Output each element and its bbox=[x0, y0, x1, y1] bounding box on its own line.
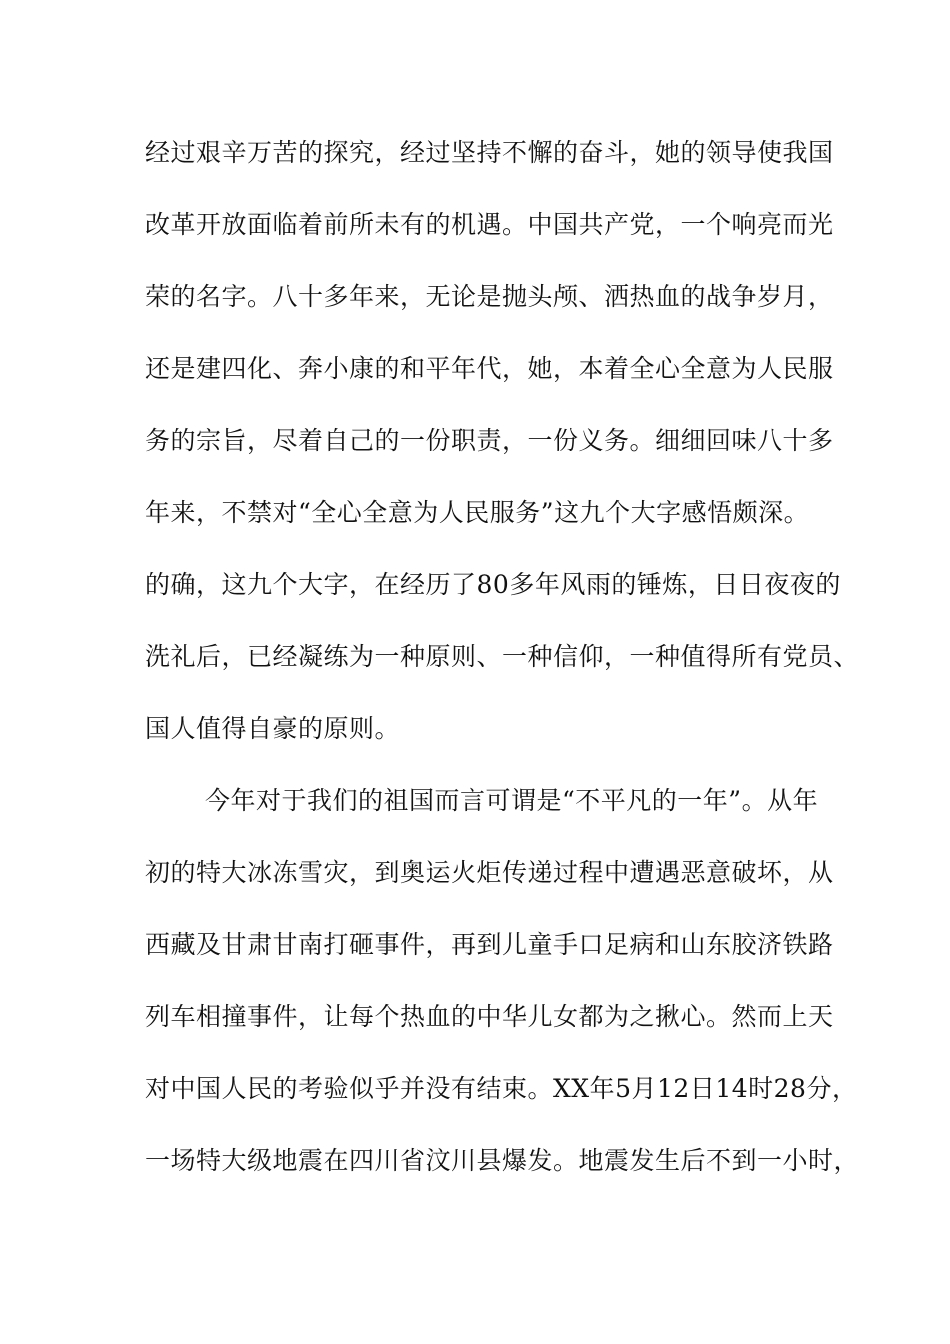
text-line: 一场特大级地震在四川省汶川县爆发。地震发生后不到一小时， bbox=[145, 1146, 860, 1175]
text-line: 务的宗旨，尽着自己的一份职责，一份义务。细细回味八十多 bbox=[145, 426, 834, 455]
text-line: 改革开放面临着前所未有的机遇。中国共产党，一个响亮而光 bbox=[145, 210, 834, 239]
text-line: 列车相撞事件，让每个热血的中华儿女都为之揪心。然而上天 bbox=[145, 1002, 834, 1031]
text-line: 西藏及甘肃甘南打砸事件，再到儿童手口足病和山东胶济铁路 bbox=[145, 930, 834, 959]
text-line: 洗礼后，已经凝练为一种原则、一种信仰，一种值得所有党员、 bbox=[145, 642, 860, 671]
paragraph-first-line: 今年对于我们的祖国而言可谓是“不平凡的一年”。从年 bbox=[205, 786, 819, 815]
text-line: 对中国人民的考验似乎并没有结束。XX年5月12日14时28分， bbox=[145, 1074, 858, 1103]
text-line: 国人值得自豪的原则。 bbox=[145, 714, 401, 743]
text-line: 初的特大冰冻雪灾，到奥运火炬传递过程中遭遇恶意破坏，从 bbox=[145, 858, 834, 887]
text-line: 的确，这九个大字，在经历了80多年风雨的锤炼，日日夜夜的 bbox=[145, 570, 841, 599]
text-line: 荣的名字。八十多年来，无论是抛头颅、洒热血的战争岁月， bbox=[145, 282, 834, 311]
text-line: 经过艰辛万苦的探究，经过坚持不懈的奋斗，她的领导使我国 bbox=[145, 138, 834, 167]
text-line: 还是建四化、奔小康的和平年代，她，本着全心全意为人民服 bbox=[145, 354, 834, 383]
text-line: 年来，不禁对“全心全意为人民服务”这九个大字感悟颇深。 bbox=[145, 498, 810, 527]
